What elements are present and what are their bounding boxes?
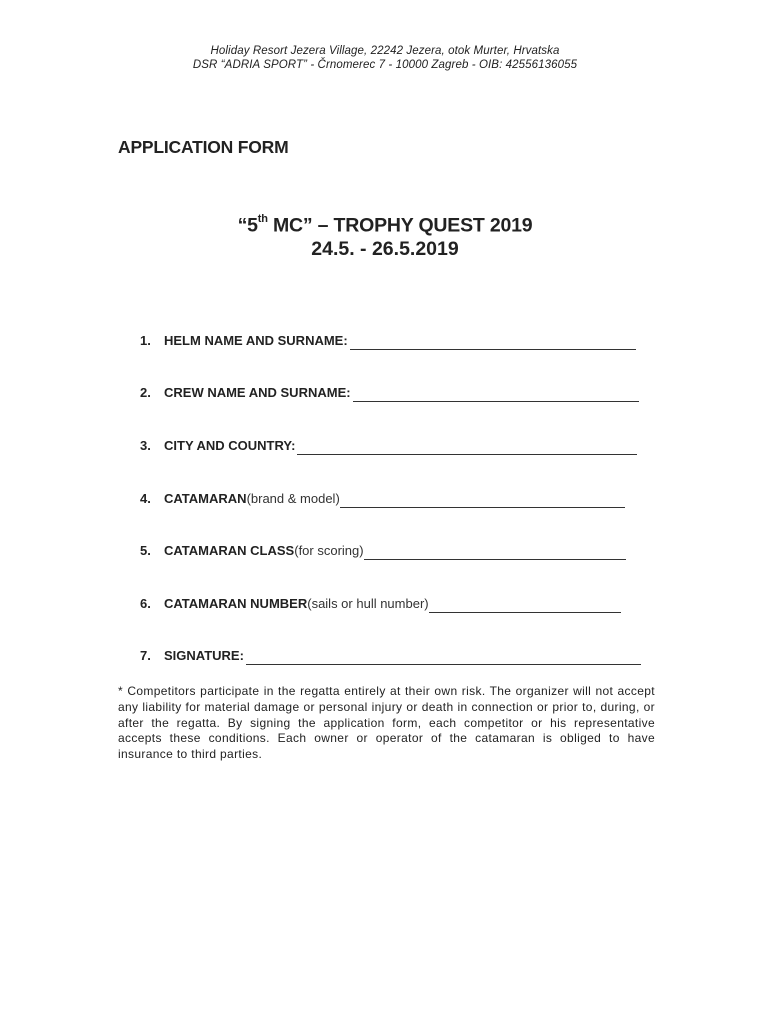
field-label: HELM NAME AND SURNAME: <box>164 333 348 348</box>
event-title-start: “5 <box>237 214 258 237</box>
crew-name-blank-line[interactable] <box>353 387 639 402</box>
city-country-blank-line[interactable] <box>297 440 637 455</box>
field-number: 3. <box>140 438 151 453</box>
field-label: CATAMARAN CLASS <box>164 543 295 558</box>
helm-name-blank-line[interactable] <box>350 335 636 350</box>
field-city-country <box>140 437 637 455</box>
field-signature <box>140 647 641 665</box>
event-title-superscript: th <box>257 213 268 225</box>
signature-blank-line[interactable] <box>246 650 641 665</box>
catamaran-number-blank-line[interactable] <box>429 598 621 613</box>
field-number: 2. <box>140 385 151 400</box>
document-header <box>0 44 770 72</box>
field-label: CREW NAME AND SURNAME: <box>164 385 351 400</box>
header-organizer-line: DSR “ADRIA SPORT” - Črnomerec 7 - 10000 Zagreb - OIB: 42556136055 <box>192 59 578 71</box>
event-title-rest: MC” – TROPHY QUEST 2019 <box>267 214 533 237</box>
field-label: CATAMARAN <box>164 491 247 506</box>
field-number: 4. <box>140 491 151 506</box>
event-dates: 24.5. - 26.5.2019 <box>311 238 459 260</box>
field-note: (brand & model) <box>246 491 340 506</box>
field-catamaran-number <box>140 595 621 613</box>
field-number: 5. <box>140 543 151 558</box>
field-catamaran-class <box>140 542 626 560</box>
field-helm-name <box>140 332 636 350</box>
header-address-line: Holiday Resort Jezera Village, 22242 Jezera, otok Murter, Hrvatska <box>210 45 560 57</box>
field-number: 1. <box>140 333 151 348</box>
catamaran-brand-blank-line[interactable] <box>340 493 625 508</box>
field-label: SIGNATURE: <box>164 648 244 663</box>
liability-disclaimer: * Competitors participate in the regatta entirely at their own risk. The organizer will not accept any liability for material damage or personal injury or death in connection or prior to, during, or after the regatta. By signing the application form, each competitor or his representative accepts these conditions. Each owner or operator of the catamaran is obliged to have insurance to third parties. <box>118 684 655 762</box>
field-note: (sails or hull number) <box>307 596 429 611</box>
field-crew-name <box>140 384 639 402</box>
field-number: 7. <box>140 648 151 663</box>
field-label: CATAMARAN NUMBER <box>164 596 308 611</box>
field-note: (for scoring) <box>294 543 364 558</box>
field-number: 6. <box>140 596 151 611</box>
form-title: APPLICATION FORM <box>118 137 289 157</box>
field-catamaran-brand <box>140 490 625 508</box>
field-label: CITY AND COUNTRY: <box>164 438 296 453</box>
catamaran-class-blank-line[interactable] <box>364 545 626 560</box>
